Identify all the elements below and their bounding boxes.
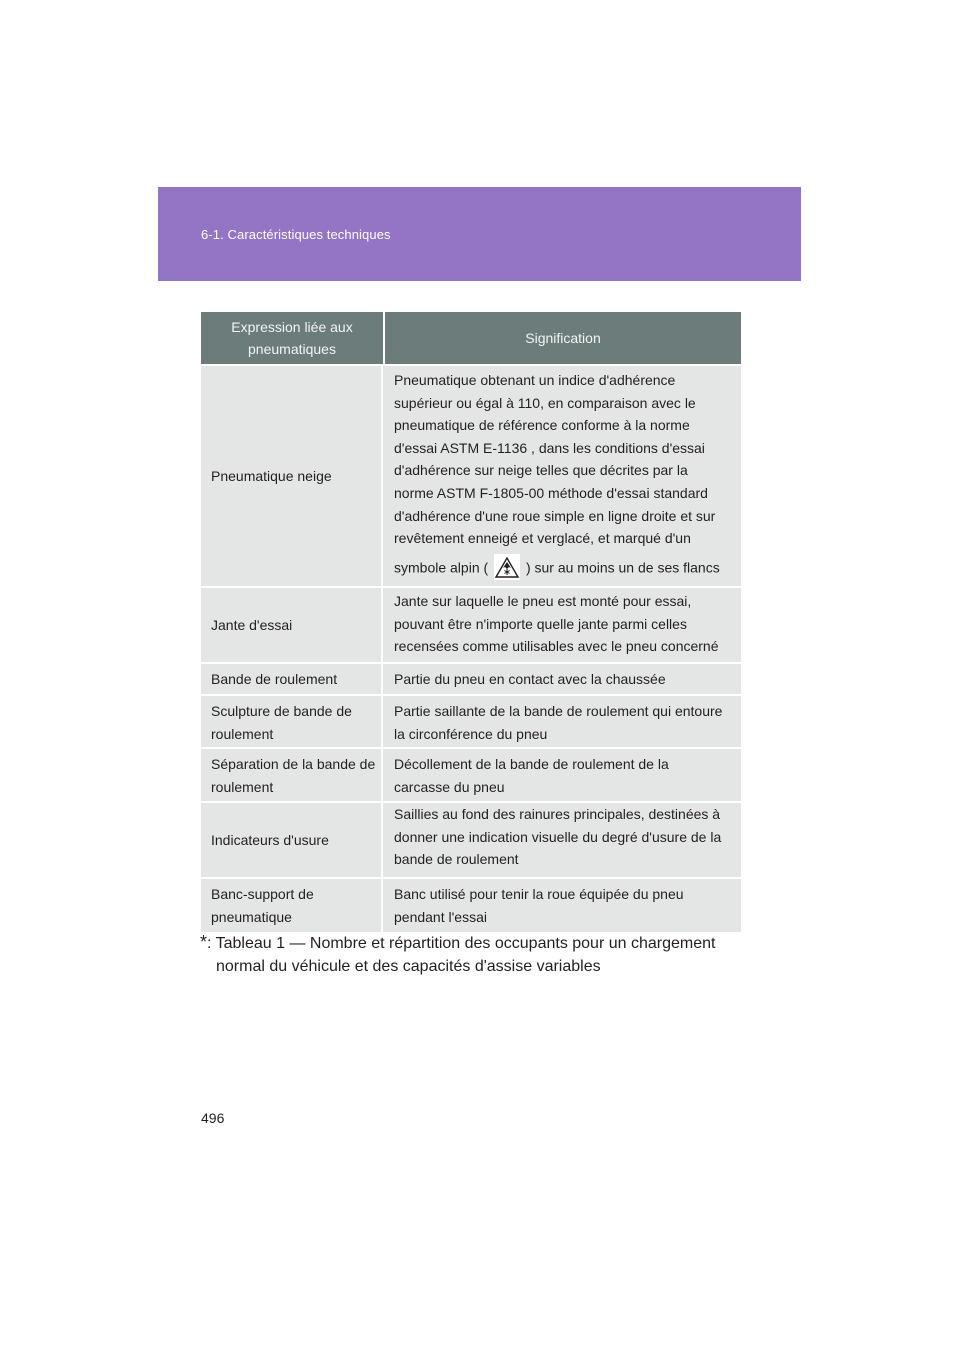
alpine-snow-mountain-icon [494, 554, 520, 580]
section-title: 6-1. Caractéristiques techniques [201, 227, 391, 242]
term-cell: Séparation de la bande de roulement [201, 749, 383, 801]
meaning-cell: Pneumatique obtenant un indice d'adhérence supérieur ou égal à 110, en comparaison avec le pneumatique de référence conforme à la norme d'essai ASTM E-1136 , dans les conditions d'essai d'adhérence sur neige telles que décrites par la norme ASTM F-1805-00 méthode d'essai standard d'adhérence d'une roue simple en ligne droite et sur revêtement enneigé et verglacé, et marqué d'un symbole alpin ( ) sur au moins un de ses flancs [383, 366, 741, 586]
table-row [201, 696, 741, 749]
term-cell: Jante d'essai [201, 588, 383, 662]
page-number: 496 [201, 1110, 225, 1126]
meaning-cell: Partie du pneu en contact avec la chaussée [394, 670, 666, 687]
table-row [201, 664, 741, 696]
term-cell: Bande de roulement [201, 664, 383, 694]
footnote-mark: * [200, 932, 208, 952]
footnote-line-2: normal du véhicule et des capacités d'assise variables [216, 958, 601, 975]
term-cell: Banc-support de pneumatique [201, 879, 383, 932]
footnote-line-1: : Tableau 1 — Nombre et répartition des occupants pour un chargement [207, 935, 716, 952]
term-cell: Sculpture de bande de roulement [201, 696, 383, 747]
table-row [201, 749, 741, 803]
table-row [201, 803, 741, 879]
column-header-meaning: Signification [525, 330, 601, 346]
term-cell: Indicateurs d'usure [201, 803, 383, 877]
meaning-cell: Banc utilisé pour tenir la roue équipée du pneu pendant l'essai [394, 886, 684, 925]
header-band [158, 187, 801, 281]
table-row [201, 879, 741, 934]
meaning-cell: Saillies au fond des rainures principales, destinées à donner une indication visuelle du degré d'usure de la bande de roulement [394, 806, 722, 868]
table-row [201, 588, 741, 664]
table-row [201, 366, 741, 588]
meaning-cell: Décollement de la bande de roulement de la carcasse du pneu [394, 756, 669, 795]
table-header [201, 312, 741, 366]
column-header-term: Expression liée aux pneumatiques [201, 312, 385, 364]
meaning-cell: Jante sur laquelle le pneu est monté pour essai, pouvant être n'importe quelle jante parmi celles recensées comme utilisables avec le pneu concerné [394, 593, 719, 655]
meaning-cell: Partie saillante de la bande de roulement qui entoure la circonférence du pneu [394, 703, 723, 742]
term-cell: Pneumatique neige [201, 366, 383, 586]
tire-terms-table [201, 312, 741, 934]
footnote [200, 931, 740, 978]
